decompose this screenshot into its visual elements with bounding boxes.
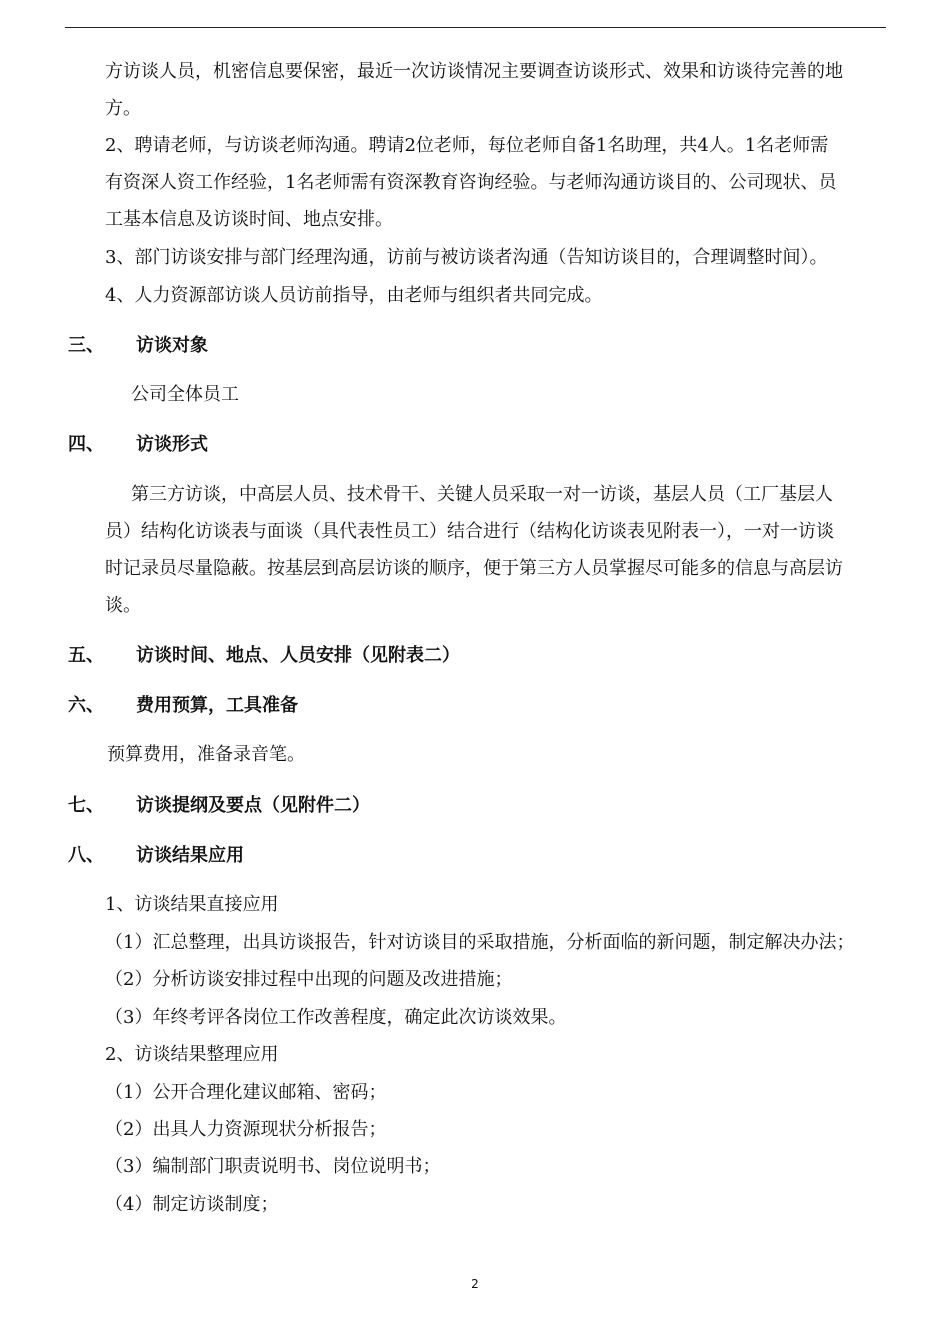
intro-line: 方。 [105,98,141,119]
section-title: 访谈对象 [136,335,208,356]
item-2-line: 工基本信息及访谈时间、地点安排。 [105,209,393,230]
list-item: （2）分析访谈安排过程中出现的问题及改进措施； [105,969,513,990]
subsection-heading: 2、访谈结果整理应用 [105,1044,279,1065]
subsection-heading: 1、访谈结果直接应用 [105,894,279,915]
section-number: 六、 [68,695,104,716]
page-number: 2 [471,1277,479,1291]
header-rule [65,27,886,28]
section-4-line: 第三方访谈，中高层人员、技术骨干、关键人员采取一对一访谈，基层人员（工厂基层人 [131,484,833,505]
list-item: （1）汇总整理，出具访谈报告，针对访谈目的采取措施，分析面临的新问题，制定解决办法； [105,932,855,953]
section-6-body: 预算费用，准备录音笔。 [107,744,305,765]
section-4-line: 员）结构化访谈表与面谈（具代表性员工）结合进行（结构化访谈表见附表一），一对一访谈 [105,521,834,542]
section-heading-7 [68,792,370,820]
section-number: 八、 [68,845,104,866]
section-4-line: 时记录员尽量隐蔽。按基层到高层访谈的顺序，便于第三方人员掌握尽可能多的信息与高层访 [105,558,843,579]
section-title: 费用预算，工具准备 [136,695,298,716]
item-2-line: 有资深人资工作经验，1名老师需有资深教育咨询经验。与老师沟通访谈目的、公司现状、员 [105,172,837,193]
section-title: 访谈时间、地点、人员安排（见附表二） [136,645,460,666]
section-heading-3 [68,332,208,360]
intro-line: 方访谈人员，机密信息要保密，最近一次访谈情况主要调查访谈形式、效果和访谈待完善的地 [105,61,843,82]
list-item: （3）编制部门职责说明书、岗位说明书； [105,1156,441,1177]
section-heading-8 [68,842,244,870]
section-title: 访谈形式 [136,434,208,455]
section-heading-5 [68,642,460,670]
list-item: （2）出具人力资源现状分析报告； [105,1119,387,1140]
section-heading-4 [68,431,208,459]
section-title: 访谈提纲及要点（见附件二） [136,795,370,816]
item-3: 3、部门访谈安排与部门经理沟通，访前与被访谈者沟通（告知访谈目的，合理调整时间）。 [105,247,828,268]
section-number: 五、 [68,645,104,666]
list-item: （4）制定访谈制度； [105,1194,279,1215]
section-heading-6 [68,692,298,720]
section-4-line: 谈。 [105,595,141,616]
section-number: 三、 [68,335,104,356]
item-2-line: 2、聘请老师，与访谈老师沟通。聘请2位老师，每位老师自备1名助理，共4人。1名老师需 [105,135,829,156]
section-number: 七、 [68,795,104,816]
section-3-body: 公司全体员工 [131,384,239,405]
section-number: 四、 [68,434,104,455]
section-title: 访谈结果应用 [136,845,244,866]
list-item: （3）年终考评各岗位工作改善程度，确定此次访谈效果。 [105,1007,567,1028]
item-4: 4、人力资源部访谈人员访前指导，由老师与组织者共同完成。 [105,285,603,306]
list-item: （1）公开合理化建议邮箱、密码； [105,1082,387,1103]
